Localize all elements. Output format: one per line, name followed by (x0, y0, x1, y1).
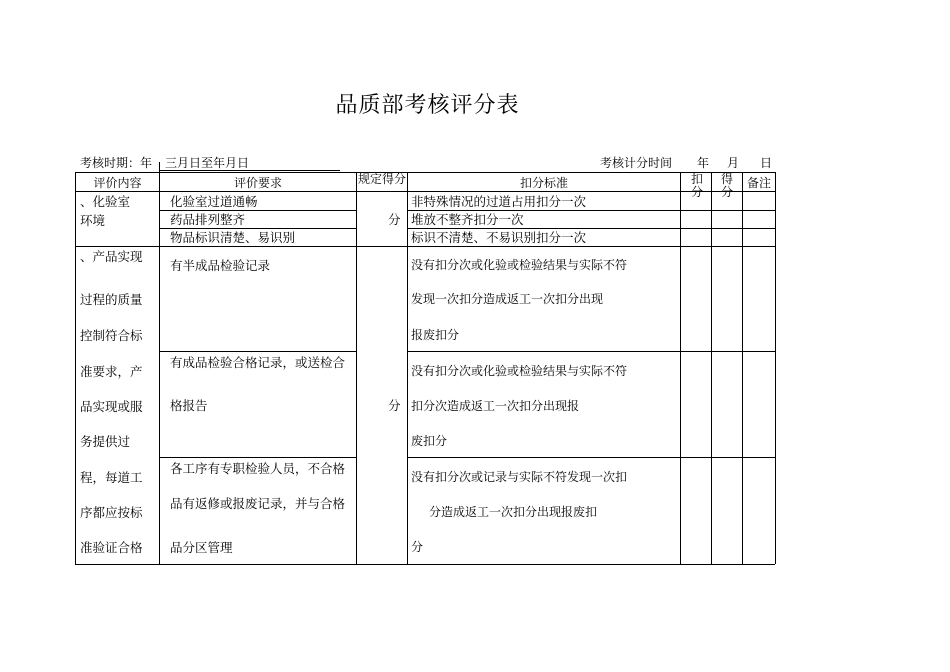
section2-requirement-b-line2: 格报告 (170, 398, 208, 413)
section2-score: 分 (388, 398, 401, 413)
section2-content-line7: 程，每道工 (80, 470, 143, 485)
section1-requirement-2: 药品排列整齐 (170, 212, 246, 227)
section1-requirement-3: 物品标识清楚、易识别 (170, 230, 296, 245)
table-line (407, 457, 775, 458)
header-criteria: 扣分标准 (519, 176, 568, 190)
section1-requirement-1: 化验室过道通畅 (170, 194, 258, 209)
table-line (159, 162, 160, 564)
section2-criteria-c-line2: 分造成返工一次扣分出现报废扣 (429, 505, 598, 519)
page-title: 品质部考核评分表 (335, 93, 520, 118)
section2-content-line9: 准验证合格 (80, 540, 143, 555)
header-score: 规定得分 (357, 172, 406, 186)
table-line (75, 246, 775, 247)
table-line (407, 351, 775, 352)
section2-content-line4: 准要求，产 (80, 364, 143, 379)
section2-content-line6: 务提供过 (80, 434, 131, 449)
month-label: 月 (727, 156, 740, 170)
table-line (160, 457, 356, 458)
day-label: 日 (760, 156, 773, 170)
table-line (160, 351, 356, 352)
table-line (160, 170, 340, 171)
section1-score: 分 (388, 212, 401, 227)
table-line (407, 210, 775, 211)
table-line (75, 191, 775, 192)
header-deduct: 扣分 (690, 172, 703, 199)
table-line (160, 210, 356, 211)
year-label: 年 (697, 156, 710, 170)
table-line (407, 228, 775, 229)
section2-criteria-b-line3: 废扣分 (411, 434, 448, 448)
period-label: 考核时期：年 (80, 156, 153, 170)
section2-requirement-b-line1: 有成品检验合格记录，或送检合 (170, 355, 346, 370)
table-line (75, 172, 775, 173)
section2-content-line8: 序都应按标 (80, 505, 143, 520)
section2-criteria-a-line2: 发现一次扣分造成返工一次扣分出现 (411, 292, 604, 306)
section2-criteria-b-line1: 没有扣分次或化验或检验结果与实际不符 (411, 364, 628, 378)
header-get: 得分 (720, 172, 733, 199)
section2-requirement-c-line3: 品分区管理 (170, 540, 233, 555)
header-note: 备注 (746, 176, 771, 190)
table-line (680, 172, 681, 564)
section2-criteria-a-line3: 报废扣分 (411, 328, 460, 342)
table-line (407, 172, 408, 564)
section2-criteria-b-line2: 扣分次造成返工一次扣分出现报 (411, 399, 580, 413)
table-line (742, 172, 743, 564)
section2-content-line3: 控制符合标 (80, 328, 143, 343)
section2-requirement-c-line2: 品有返修或报废记录，并与合格 (170, 496, 346, 511)
table-line (75, 564, 775, 565)
section1-criteria-2: 堆放不整齐扣分一次 (411, 212, 524, 227)
table-line (711, 172, 712, 564)
section2-criteria-c-line3: 分 (411, 540, 424, 554)
section1-content-line2: 环境 (80, 213, 106, 228)
table-line (160, 228, 356, 229)
score-time-label: 考核计分时间 (600, 156, 673, 170)
table-line (356, 172, 357, 564)
section2-content-line5: 品实现或服 (80, 399, 143, 414)
section2-content-line1: 、产品实现 (80, 249, 143, 264)
section2-requirement-a: 有半成品检验记录 (170, 258, 271, 273)
section2-content-line2: 过程的质量 (80, 292, 143, 307)
table-line (75, 172, 76, 564)
section2-requirement-c-line1: 各工序有专职检验人员，不合格 (170, 461, 346, 476)
section2-criteria-c-line1: 没有扣分次或记录与实际不符发现一次扣 (411, 470, 628, 484)
header-content: 评价内容 (93, 176, 142, 190)
table-line (775, 172, 776, 564)
section1-criteria-3: 标识不清楚、不易识别扣分一次 (411, 230, 587, 245)
header-requirement: 评价要求 (233, 176, 282, 190)
section1-content-line1: 、化验室 (80, 194, 131, 209)
section1-criteria-1: 非特殊情况的过道占用扣分一次 (411, 194, 587, 209)
section2-criteria-a-line1: 没有扣分次或化验或检验结果与实际不符 (411, 258, 628, 272)
period-value: 三月日至年月日 (165, 156, 250, 170)
